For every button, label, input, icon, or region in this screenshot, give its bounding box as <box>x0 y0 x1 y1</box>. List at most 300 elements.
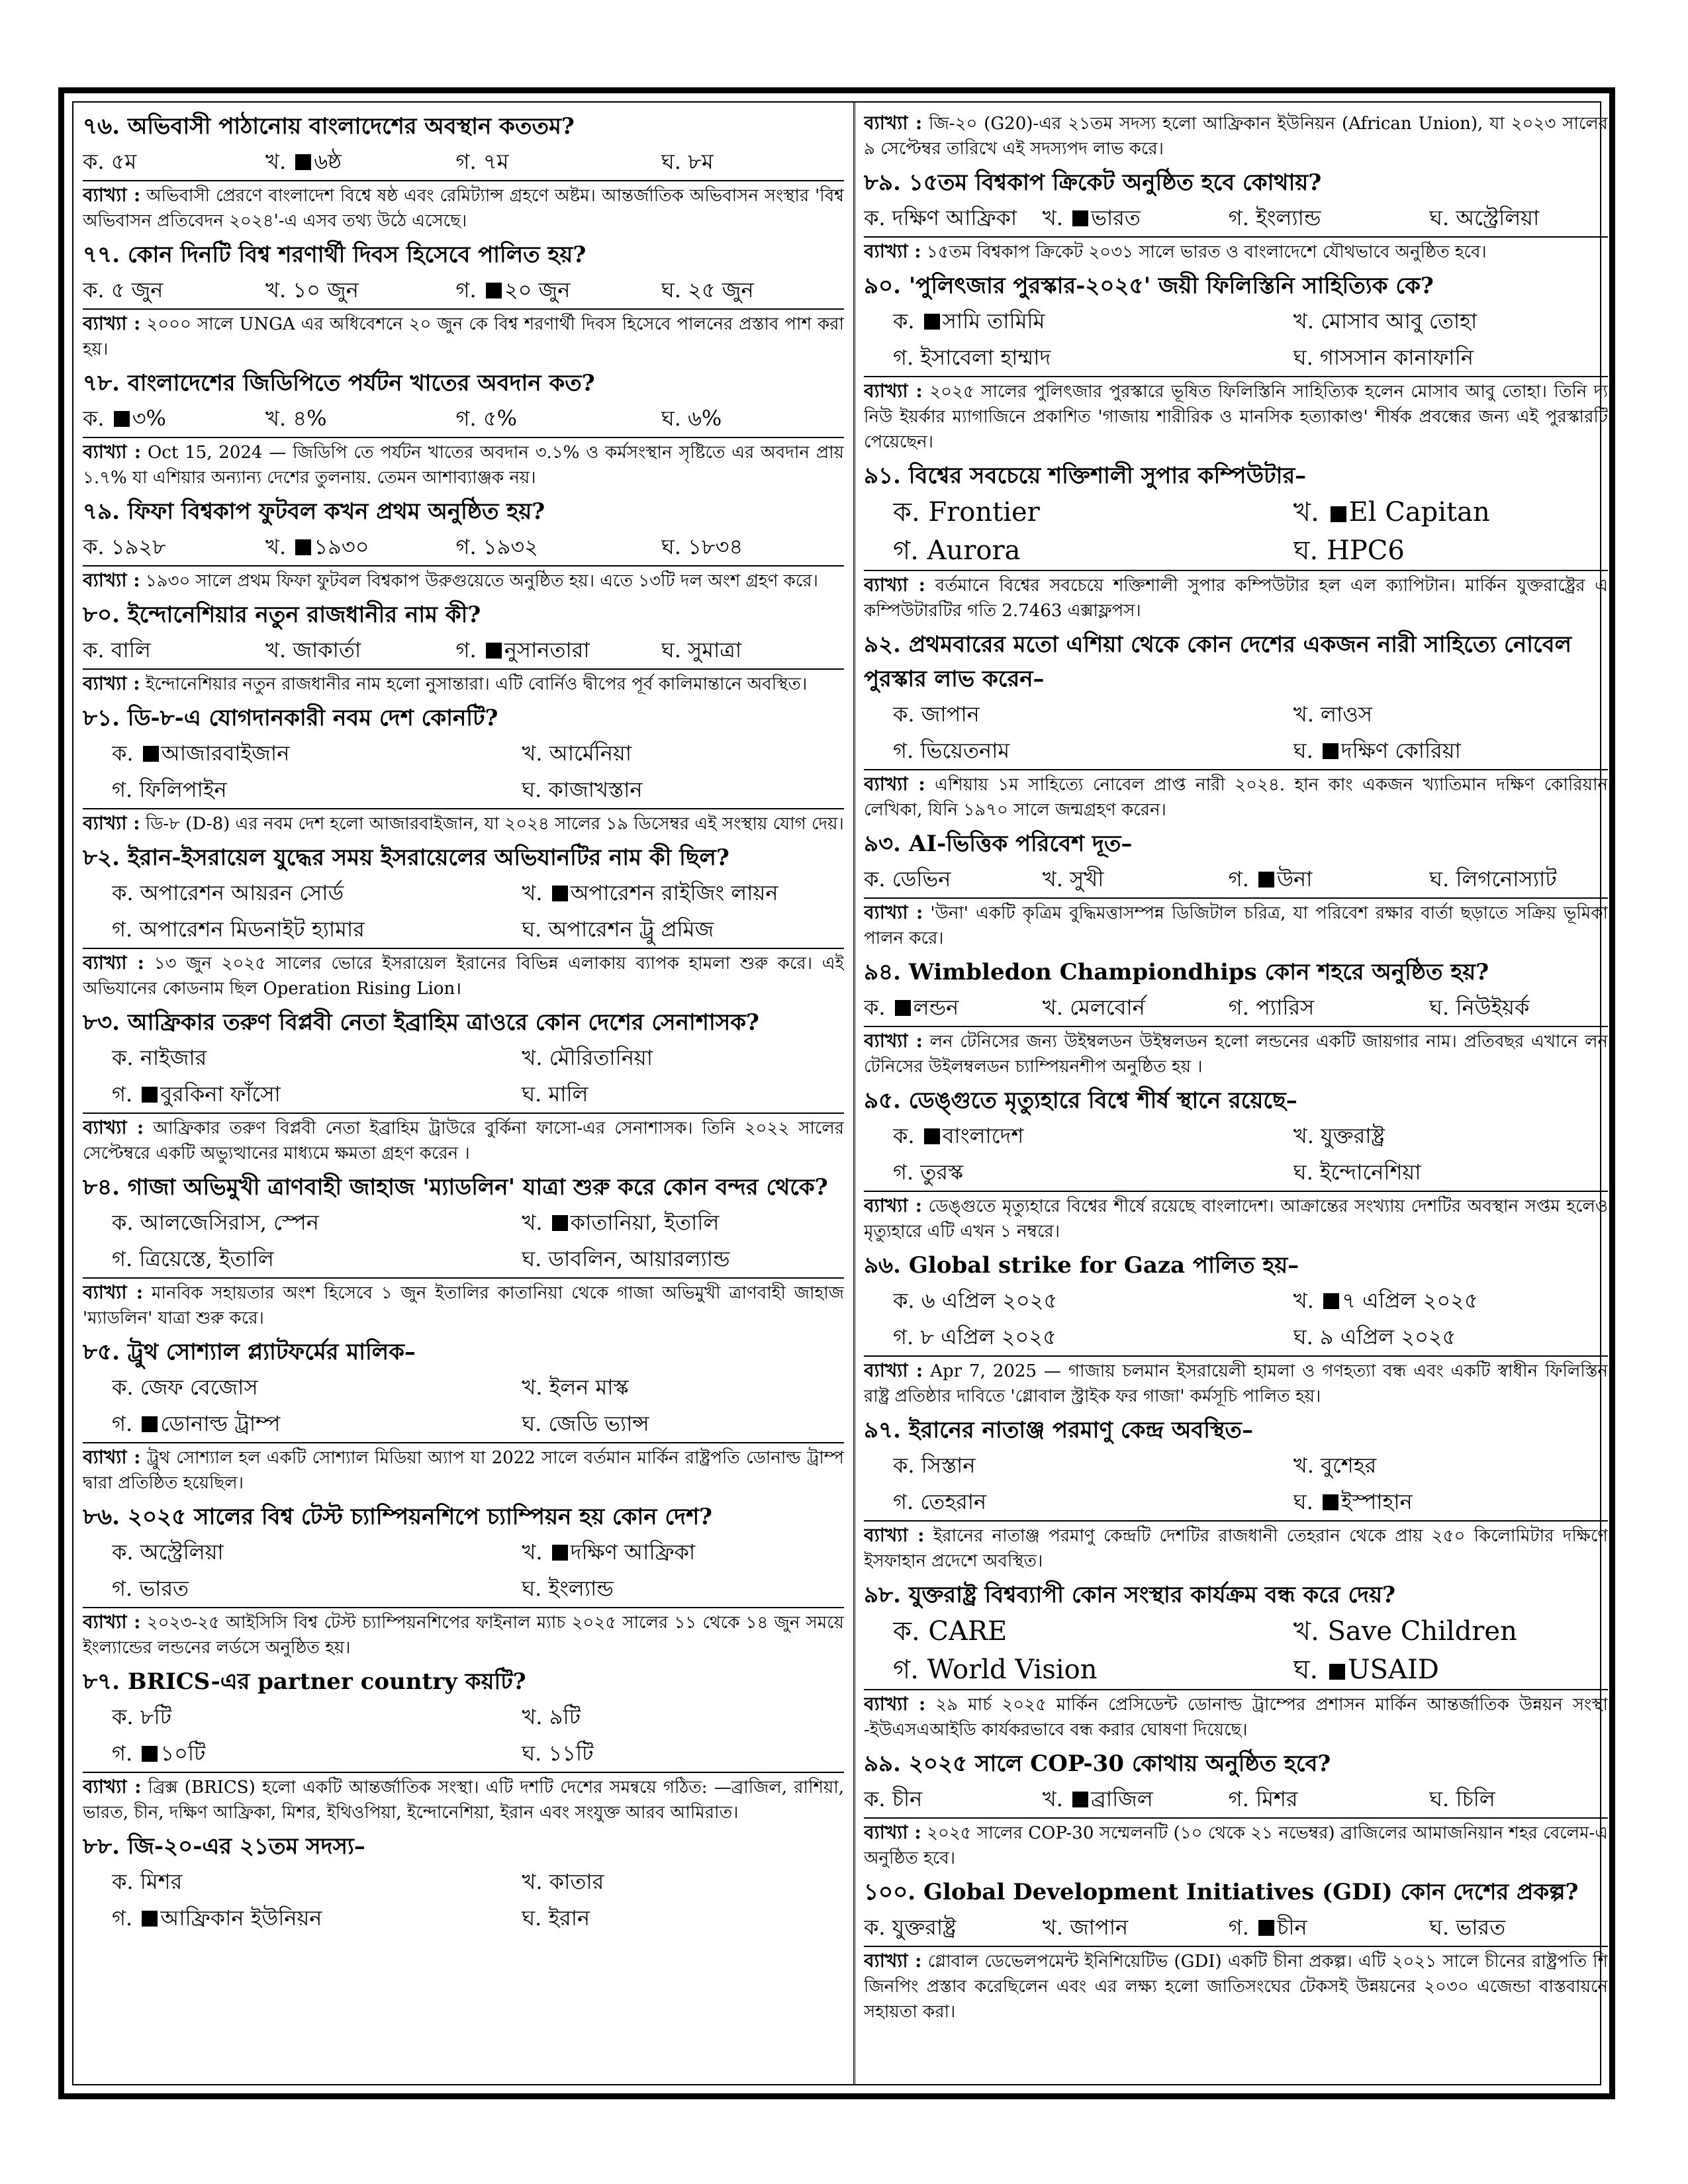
correct-answer-marker-icon <box>486 643 502 659</box>
options-grid <box>83 272 844 308</box>
option <box>522 1076 844 1113</box>
option-prefix: ঘ. <box>1429 205 1456 230</box>
question-title: ৯৯. ২০২৫ সালে COP-30 কোথায় অনুষ্ঠিত হবে? <box>864 1751 1331 1777</box>
explanation-label: ব্যাখ্যা : <box>864 1693 926 1715</box>
option-prefix: গ. <box>112 1905 140 1931</box>
explanation-label: ব্যাখ্যা : <box>83 1776 142 1797</box>
question-block <box>864 1875 1608 2028</box>
option-prefix: ক. <box>83 534 111 559</box>
option <box>83 529 265 565</box>
options-grid <box>864 1781 1608 1817</box>
question-title: ৯৫. ডেঙ্গুতে মৃত্যুহারে বিশ্বে শীর্ষ স্থানে রয়েছে– <box>864 1087 1297 1114</box>
explanation-label: ব্যাখ্যা : <box>83 184 141 206</box>
option-prefix: গ. <box>455 534 483 559</box>
explanation <box>864 1026 1608 1083</box>
option <box>893 340 1293 376</box>
option-text: HPC6 <box>1326 535 1405 566</box>
question-block <box>83 1664 844 1829</box>
option-prefix: ঘ. <box>1293 738 1320 763</box>
option-text: ৩% <box>132 406 166 431</box>
options-grid <box>864 696 1608 769</box>
explanation-text: ডেঙ্গুতে মৃত্যুহারে বিশ্বের শীর্ষে রয়েছে বাংলাদেশ। আক্রান্তের সংখ্যায় দেশটির অবস্থান সপ্তম হলেও মৃত্যুহারে এটি এখন ১ নম্বরে। <box>864 1197 1608 1242</box>
option-prefix: ঘ. <box>522 1246 549 1271</box>
options-grid <box>864 1118 1608 1191</box>
option-prefix: ক. <box>83 637 111 662</box>
explanation-label: ব্যাখ্যা : <box>864 380 923 402</box>
option-prefix: ক. <box>893 308 921 334</box>
option-correct <box>83 400 265 437</box>
option <box>661 400 844 437</box>
option-text: চিলি <box>1456 1786 1495 1811</box>
option-text: ফিলিপাইন <box>139 777 227 802</box>
explanation-text: Apr 7, 2025 — গাজায় চলমান ইসরায়েলী হামলা ও গণহত্যা বন্ধ এবং একটি স্বাধীন ফিলিস্তিন রাষ্ট্র প্রতিষ্ঠার দাবিতে 'গ্লোবাল স্ট্রাইক ফর গাজা' কর্মসূচি পালিত হয়। <box>864 1361 1608 1406</box>
option <box>83 272 265 308</box>
options-grid <box>864 861 1608 897</box>
option-text: উনা <box>1277 866 1313 891</box>
explanation-text: ২৯ মার্চ ২০২৫ মার্কিন প্রেসিডেন্ট ডোনাল্ড ট্রাম্পের প্রশাসন মার্কিন আন্তর্জাতিক উন্নয়ন সংস্থা -ইউএসএআইডি কার্যকরভাবে বন্ধ করার ঘোষণা দিয়েছে। <box>864 1695 1608 1740</box>
option-prefix: গ. <box>893 1160 921 1185</box>
question-block <box>83 1335 844 1500</box>
question-title: ৯১. বিশ্বের সবচেয়ে শক্তিশালী সুপার কম্পিউটার– <box>864 463 1307 489</box>
option-prefix: খ. <box>1042 995 1070 1020</box>
option-prefix: গ. <box>1228 866 1256 891</box>
option-text: অপারেশন ট্রু প্রমিজ <box>548 917 714 942</box>
correct-answer-marker-icon <box>486 283 502 298</box>
question-block <box>864 1248 1608 1413</box>
question-title: ৮২. ইরান-ইসরায়েল যুদ্ধের সময় ইসরায়েলের অভিযানটির নাম কী ছিল? <box>83 844 729 871</box>
option-prefix: খ. <box>522 1375 549 1400</box>
option <box>893 1612 1293 1651</box>
option <box>1429 989 1608 1026</box>
option-prefix: গ. <box>112 1081 140 1107</box>
option-text: দক্ষিণ আফ্রিকা <box>570 1539 696 1565</box>
option-text: Aurora <box>927 535 1021 566</box>
option-text: ডোনাল্ড ট্রাম্প <box>160 1411 281 1436</box>
option-prefix: গ. <box>112 777 140 802</box>
option <box>661 529 844 565</box>
option-text: তুরস্ক <box>920 1160 963 1185</box>
option-text: অপারেশন আয়রন সোর্ড <box>140 880 344 905</box>
option-prefix: ক. <box>893 1616 929 1647</box>
option-prefix: ক. <box>83 277 111 302</box>
option-prefix: ক. <box>112 880 140 905</box>
question-title: ৭৭. কোন দিনটি বিশ্ব শরণার্থী দিবস হিসেবে পালিত হয়? <box>83 242 586 268</box>
explanation-text: মানবিক সহায়তার অংশ হিসেবে ১ জুন ইতালির কাতানিয়া থেকে গাজা অভিমুখী ত্রাণবাহী জাহাজ 'ম্যাডলিন' যাত্রা শুরু করে। <box>83 1283 844 1328</box>
option <box>522 911 844 948</box>
explanation-text: গ্লোবাল ডেভেলপমেন্ট ইনিশিয়েটিভ (GDI) একটি চীনা প্রকল্প। এটি ২০২১ সালে চীনের রাষ্ট্রপতি শি জিনপিং প্রস্তাব করেছিলেন এবং এর লক্ষ্য হলো জাতিসংঘের টেকসই উন্নয়নের ২০৩০ এজেন্ডা বাস্তবায়নে সহায়তা করা। <box>864 1952 1608 2022</box>
option-text: মিশর <box>140 1869 183 1894</box>
option <box>522 1241 844 1277</box>
option-correct <box>1293 1651 1608 1689</box>
option-prefix: গ. <box>893 535 927 566</box>
question-block <box>864 1747 1608 1875</box>
correct-answer-marker-icon <box>552 1215 568 1231</box>
option-prefix: ঘ. <box>522 1081 549 1107</box>
option-prefix: ঘ. <box>1293 1160 1320 1185</box>
correct-answer-marker-icon <box>1323 743 1338 759</box>
explanation-text: এশিয়ায় ১ম সাহিত্যে নোবেল প্রাপ্ত নারী ২০২৪. হান কাং একজন খ্যাতিমান দক্ষিণ কোরিয়ান লেখিকা, যিনি ১৯৭০ সালে জন্মগ্রহণ করেন। <box>864 775 1608 820</box>
option-prefix: ক. <box>893 1453 921 1478</box>
option-prefix: খ. <box>522 1210 549 1235</box>
option-text: ডাবলিন, আয়ারল্যান্ড <box>548 1246 730 1271</box>
question-title: ৯৮. যুক্তরাষ্ট্র বিশ্বব্যাপী কোন সংস্থার কার্যক্রম বন্ধ করে দেয়? <box>864 1582 1396 1608</box>
option-text: দক্ষিণ আফ্রিকা <box>892 205 1017 230</box>
explanation-text: Oct 15, 2024 — জিডিপি তে পর্যটন খাতের অবদান ৩.১% ও কর্মসংস্থান সৃষ্টিতে এর অবদান প্রায় ১.৭% যা এশিয়ার অন্যান্য দেশের তুলনায়. তেমন আশাব্যাঞ্জক নয়। <box>83 443 844 488</box>
explanation-label: ব্যাখ্যা : <box>83 441 142 463</box>
option-prefix: খ. <box>1293 702 1321 727</box>
explanation <box>83 565 844 598</box>
option-text: ইংল্যান্ড <box>548 1576 614 1601</box>
option-text: বুরকিনা ফাঁসো <box>160 1081 281 1107</box>
correct-answer-marker-icon <box>295 154 311 170</box>
correct-answer-marker-icon <box>142 1087 158 1103</box>
option <box>522 1570 844 1607</box>
question-block <box>864 627 1608 827</box>
option-text: ৫% <box>483 406 517 431</box>
options-grid <box>864 200 1608 236</box>
option-text: জাকার্তা <box>293 637 361 662</box>
option-prefix: ঘ. <box>661 534 688 559</box>
explanation <box>83 1113 844 1170</box>
option <box>893 493 1293 531</box>
option <box>1293 1612 1608 1651</box>
option-correct <box>893 303 1293 340</box>
option <box>1293 303 1608 340</box>
option-prefix: খ. <box>522 1869 549 1894</box>
option-prefix: খ. <box>1042 1915 1070 1940</box>
option <box>1043 1909 1229 1946</box>
option-text: লন্ডন <box>913 995 959 1020</box>
question-block <box>83 1500 844 1664</box>
option-prefix: ঘ. <box>1293 1655 1327 1685</box>
explanation-label: ব্যাখ্যা : <box>83 672 140 694</box>
option-text: ৮টি <box>140 1704 172 1729</box>
option-text: ইস্পাহান <box>1340 1489 1413 1514</box>
option-prefix: ক. <box>112 1045 140 1070</box>
option-correct <box>1293 493 1608 531</box>
option-text: ৫ জুন <box>111 277 164 302</box>
option <box>864 861 1043 897</box>
option <box>1229 989 1429 1026</box>
option-prefix: ঘ. <box>1429 1786 1456 1811</box>
explanation <box>83 1442 844 1500</box>
option <box>112 1241 522 1277</box>
option-prefix: ঘ. <box>661 637 688 662</box>
option-prefix: ঘ. <box>1429 1915 1456 1940</box>
option-text: ৯ এপ্রিল ২০২৫ <box>1319 1324 1456 1349</box>
explanation-text: ২০২৩-২৫ আইসিসি বিশ্ব টেস্ট চ্যাম্পিয়নশিপের ফাইনাল ম্যাচ ২০২৫ সালের ১১ থেকে ১৪ জুন সময়ে ইংল্যান্ডের লন্ডনের লর্ডসে অনুষ্ঠিত হয়। <box>83 1613 844 1658</box>
option-correct <box>1043 200 1229 236</box>
option-text: অপারেশন রাইজিং লায়ন <box>570 880 778 905</box>
option-prefix: খ. <box>1042 1786 1070 1811</box>
option-text: লিগনোস্যাট <box>1456 866 1557 891</box>
option <box>456 400 662 437</box>
option-text: জাপান <box>1070 1915 1129 1940</box>
option-prefix: ঘ. <box>522 1905 549 1931</box>
option <box>1293 1319 1608 1355</box>
option <box>522 1699 844 1735</box>
option-prefix: গ. <box>1228 995 1256 1020</box>
question-title: ৮৫. ট্রুথ সোশ্যাল প্ল্যাটফর্মের মালিক– <box>83 1339 416 1365</box>
option-correct <box>1293 1484 1608 1520</box>
correct-answer-marker-icon <box>142 1911 158 1927</box>
option-prefix: খ. <box>265 149 293 174</box>
option-prefix: ঘ. <box>1429 995 1456 1020</box>
option <box>864 1909 1043 1946</box>
option-prefix: ক. <box>893 497 929 527</box>
option-text: চীন <box>1277 1915 1307 1940</box>
option <box>112 1205 522 1241</box>
option <box>522 1040 844 1076</box>
option-prefix: ক. <box>112 1210 140 1235</box>
option <box>1229 1781 1429 1817</box>
correct-answer-marker-icon <box>142 1746 158 1762</box>
correct-answer-marker-icon <box>1072 1792 1088 1807</box>
explanation-label: ব্যাখ্যা : <box>83 952 144 974</box>
option-text: আজারবাইজান <box>161 741 290 766</box>
question-block <box>83 366 844 494</box>
option-correct <box>112 735 522 772</box>
explanation <box>83 1607 844 1664</box>
explanation-label: ব্যাখ্যা : <box>864 1950 922 1972</box>
option-text: লাওস <box>1321 702 1372 727</box>
option <box>1229 200 1429 236</box>
option <box>1293 340 1608 376</box>
question-block <box>864 827 1608 955</box>
options-grid <box>83 529 844 565</box>
option-prefix: গ. <box>893 1324 921 1349</box>
explanation <box>83 1772 844 1829</box>
option <box>1429 861 1608 897</box>
option-prefix: ক. <box>864 995 892 1020</box>
explanation-text: লন টেনিসের জন্য উইম্বলডন উইম্বলডন হলো লন্ডনের একটি জায়গার নাম। প্রতিবছর এখানে লন টেনিসের উইলম্বলডন চ্যাম্পিয়নশীপ অনুষ্ঠিত হয় । <box>864 1032 1608 1077</box>
option-correct <box>112 1076 522 1113</box>
question-block <box>864 1578 1608 1747</box>
option-correct <box>1229 861 1429 897</box>
question-block <box>83 841 844 1005</box>
option-text: কাতার <box>549 1869 604 1894</box>
explanation <box>864 1946 1608 2028</box>
option <box>265 632 456 668</box>
option-prefix: খ. <box>1042 205 1070 230</box>
option-prefix: ঘ. <box>522 917 549 942</box>
question-title: ৯৭. ইরানের নাতাঞ্জ পরমাণু কেন্দ্র অবস্থিত– <box>864 1417 1253 1443</box>
option <box>522 1900 844 1936</box>
option-text: ৮ম <box>688 149 714 174</box>
option-correct <box>893 1118 1293 1154</box>
option-prefix: ঘ. <box>1293 345 1320 370</box>
option-prefix: গ. <box>893 1489 921 1514</box>
option-prefix: খ. <box>1293 1288 1321 1313</box>
option <box>1293 1154 1608 1191</box>
option-prefix: খ. <box>1042 866 1070 891</box>
option-prefix: গ. <box>112 1246 140 1271</box>
option <box>522 735 844 772</box>
option-text: ৪% <box>293 406 327 431</box>
option-prefix: ঘ. <box>1293 1489 1320 1514</box>
option-prefix: খ. <box>1293 308 1321 334</box>
option-prefix: গ. <box>893 1655 927 1685</box>
option-prefix: গ. <box>893 345 921 370</box>
correct-answer-marker-icon <box>1331 506 1346 522</box>
option <box>522 1864 844 1900</box>
option-text: তেহরান <box>920 1489 987 1514</box>
option-prefix: গ. <box>1228 1915 1256 1940</box>
explanation <box>83 668 844 701</box>
option <box>1043 861 1229 897</box>
option <box>661 144 844 180</box>
question-title: ৮৭. BRICS-এর partner country কয়টি? <box>83 1668 526 1695</box>
options-grid <box>83 1864 844 1936</box>
option-text: আর্মেনিয়া <box>549 741 632 766</box>
explanation <box>83 808 844 841</box>
option-prefix: খ. <box>1293 497 1328 527</box>
correct-answer-marker-icon <box>552 886 568 901</box>
option <box>265 400 456 437</box>
explanation-text: ২০২৫ সালের পুলিৎজার পুরস্কারে ভূষিত ফিলিস্তিনি সাহিত্যিক হলেন মোসাব আবু তোহা। তিনি দ্য নিউ ইয়র্কার ম্যাগাজিনে প্রকাশিত 'গাজায় শারীরিক ও মানসিক হত্যাকাণ্ড' শীর্ষক প্রবন্ধের জন্য এই পুরস্কারটি পেয়েছেন। <box>864 382 1608 452</box>
option-prefix: ঘ. <box>522 1741 549 1766</box>
column-divider <box>853 103 855 2084</box>
question-title: ৯২. প্রথমবারের মতো এশিয়া থেকে কোন দেশের একজন নারী সাহিত্যে নোবেল পুরস্কার লাভ করেন– <box>864 631 1571 692</box>
explanation <box>83 948 844 1005</box>
right-column <box>864 109 1608 2077</box>
option <box>112 1864 522 1900</box>
option-correct <box>265 529 456 565</box>
options-grid <box>83 1534 844 1607</box>
correct-answer-marker-icon <box>1258 1920 1274 1936</box>
option-prefix: ঘ. <box>1293 535 1327 566</box>
option <box>112 1699 522 1735</box>
option-correct <box>1043 1781 1229 1817</box>
question-title: ৮৪. গাজা অভিমুখী ত্রাণবাহী জাহাজ 'ম্যাডলিন' যাত্রা শুরু করে কোন বন্দর থেকে? <box>83 1174 828 1201</box>
options-grid <box>83 735 844 808</box>
option-text: ভারত <box>1456 1915 1506 1940</box>
option <box>522 1406 844 1442</box>
option-text: ১০টি <box>160 1741 206 1766</box>
option-correct <box>522 1205 844 1241</box>
option-correct <box>265 144 456 180</box>
explanation-text: ট্রুথ সোশ্যাল হল একটি সোশ্যাল মিডিয়া অ্যাপ যা 2022 সালে বর্তমান মার্কিন রাষ্ট্রপতি ডোনাল্ড ট্রাম্প দ্বারা প্রতিষ্ঠিত হয়েছিল। <box>83 1448 844 1493</box>
explanation-text: জি-২০ (G20)-এর ২১তম সদস্য হলো আফ্রিকান ইউনিয়ন (African Union), যা ২০২৩ সালের ৯ সেপ্টেম্বর তারিখে এই সদস্যপদ লাভ করে। <box>864 114 1608 159</box>
option-text: যুক্তরাষ্ট্র <box>1321 1123 1385 1148</box>
option <box>893 1447 1293 1484</box>
option-text: প্যারিস <box>1256 995 1315 1020</box>
option-text: ৬% <box>688 406 722 431</box>
option <box>1429 1781 1608 1817</box>
option <box>893 531 1293 570</box>
option <box>893 1283 1293 1319</box>
explanation-text: 'উনা' একটি কৃত্রিম বুদ্ধিমত্তাসম্পন্ন ডিজিটাল চরিত্র, যা পরিবেশ রক্ষার বার্তা ছড়াতে সক্রিয় ভূমিকা পালন করে। <box>864 903 1608 948</box>
option-text: Save Children <box>1327 1616 1517 1647</box>
option <box>864 1781 1043 1817</box>
option-text: ৯টি <box>549 1704 581 1729</box>
options-grid <box>864 493 1608 570</box>
explanation <box>864 1817 1608 1875</box>
explanation-label: ব্যাখ্যা : <box>83 1281 144 1303</box>
option <box>83 144 265 180</box>
options-grid <box>83 400 844 437</box>
option-correct <box>112 1735 522 1772</box>
option <box>265 272 456 308</box>
explanation-text: ১৯৩০ সালে প্রথম ফিফা ফুটবল বিশ্বকাপ উরুগুয়েতে অনুষ্ঠিত হয়। এতে ১৩টি দল অংশ গ্রহণ করে। <box>145 571 818 591</box>
option-text: কাজাখস্তান <box>548 777 643 802</box>
explanation-text: ইন্দোনেশিয়ার নতুন রাজধানীর নাম হলো নুসান্তারা। এটি বোর্নিও দ্বীপের পূর্ব কালিমান্তানে অবস্থিত। <box>145 674 808 694</box>
option-prefix: ক. <box>864 1915 892 1940</box>
option-text: ২৫ জুন <box>688 277 754 302</box>
option-text: অপারেশন মিডনাইট হ্যামার <box>139 917 365 942</box>
option-prefix: ক. <box>112 1375 140 1400</box>
option <box>893 696 1293 733</box>
question-block <box>83 109 844 238</box>
right-question-list <box>864 165 1608 2028</box>
explanation-label: ব্যাখ্যা : <box>864 1524 925 1546</box>
option-text: নাইজার <box>140 1045 207 1070</box>
explanation-label: ব্যাখ্যা : <box>83 1611 141 1633</box>
options-grid <box>83 144 844 180</box>
option-prefix: ঘ. <box>661 149 688 174</box>
question-title: ৮৯. ১৫তম বিশ্বকাপ ক্রিকেট অনুষ্ঠিত হবে কোথায়? <box>864 169 1322 196</box>
option-prefix: গ. <box>112 1411 140 1436</box>
option-prefix: গ. <box>1228 205 1256 230</box>
option-text: ১১টি <box>548 1741 594 1766</box>
correct-answer-marker-icon <box>924 314 940 330</box>
option-prefix: খ. <box>265 534 293 559</box>
explanation <box>83 437 844 494</box>
option-prefix: গ. <box>893 738 921 763</box>
option-text: ইরান <box>548 1905 590 1931</box>
option-prefix: খ. <box>1293 1453 1321 1478</box>
options-grid <box>864 989 1608 1026</box>
explanation <box>83 180 844 238</box>
correct-answer-marker-icon <box>1329 1664 1345 1680</box>
option <box>112 1040 522 1076</box>
option-text: আফ্রিকান ইউনিয়ন <box>160 1905 322 1931</box>
option-text: নিউইয়র্ক <box>1456 995 1530 1020</box>
option-text: আলজেসিরাস, স্পেন <box>140 1210 319 1235</box>
option-text: মিশর <box>1256 1786 1298 1811</box>
option-text: জেফ বেজোস <box>140 1375 258 1400</box>
option <box>522 1369 844 1406</box>
option <box>456 529 662 565</box>
option <box>893 1319 1293 1355</box>
option-prefix: খ. <box>265 406 293 431</box>
option-prefix: গ. <box>112 1741 140 1766</box>
option-text: জেডি ভ্যান্স <box>548 1411 649 1436</box>
option-correct <box>864 989 1043 1026</box>
option <box>893 1651 1293 1689</box>
option-prefix: ক. <box>893 1288 921 1313</box>
option-text: ৭ম <box>483 149 509 174</box>
option-prefix: খ. <box>522 1045 549 1070</box>
correct-answer-marker-icon <box>143 746 159 762</box>
option-prefix: গ. <box>112 917 140 942</box>
explanation-text: ডি-৮ (D-8) এর নবম দেশ হলো আজারবাইজান, যা ২০২৪ সালের ১৯ ডিসেম্বর এই সংস্থায় যোগ দেয়। <box>145 814 844 834</box>
question-title: ৮১. ডি-৮-এ যোগদানকারী নবম দেশ কোনটি? <box>83 705 498 731</box>
question-title: ৯৬. Global strike for Gaza পালিত হয়– <box>864 1252 1299 1279</box>
option-correct <box>1293 1283 1608 1319</box>
inner-frame <box>72 101 1608 2085</box>
question-title: ১০০. Global Development Initiatives (GDI) কোন দেশের প্রকল্প? <box>864 1879 1579 1905</box>
option <box>1429 1909 1608 1946</box>
option <box>1293 1118 1608 1154</box>
correct-answer-marker-icon <box>1072 210 1088 226</box>
option-correct <box>456 632 662 668</box>
option <box>661 632 844 668</box>
option-prefix: ঘ. <box>661 277 688 302</box>
option-prefix: ক. <box>893 1123 921 1148</box>
option <box>112 1570 522 1607</box>
option-prefix: ঘ. <box>1293 1324 1320 1349</box>
